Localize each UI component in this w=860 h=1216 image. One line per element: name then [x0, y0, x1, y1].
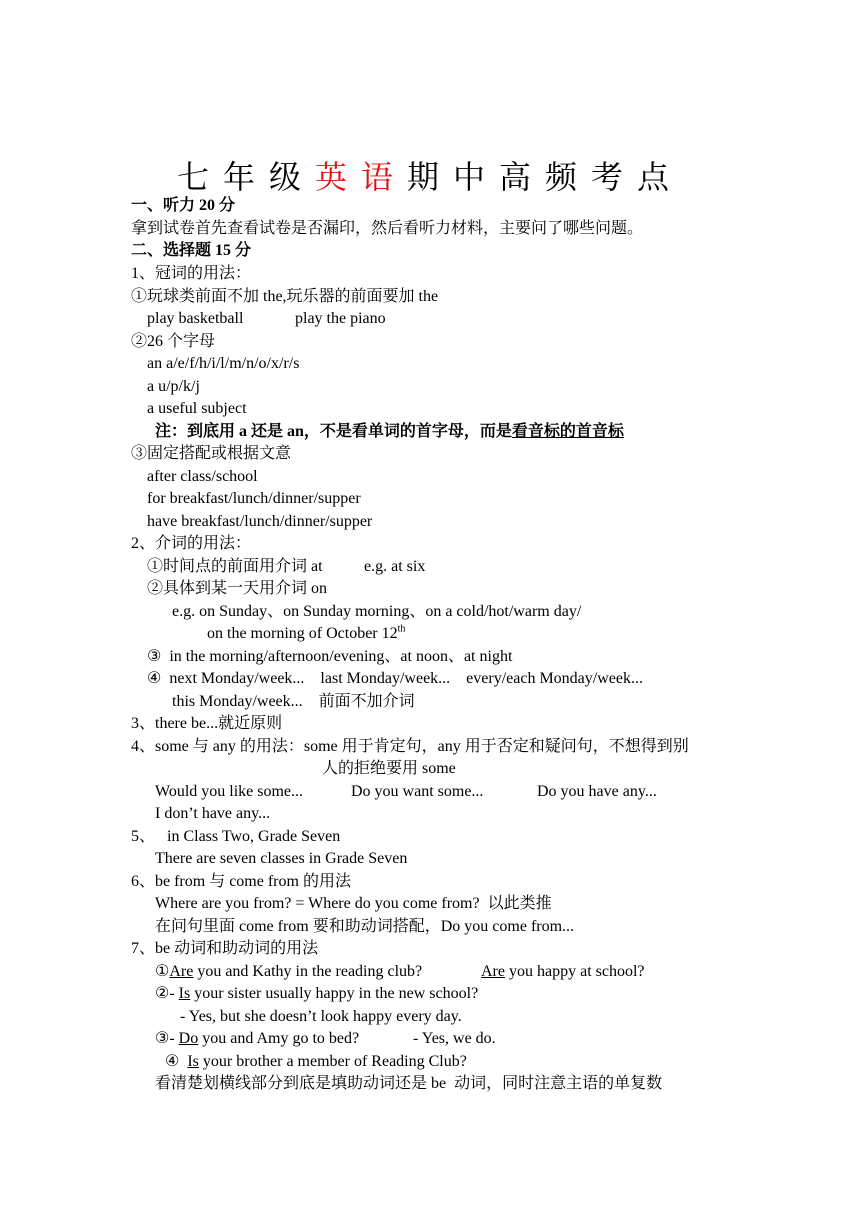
q7-l2	[155, 984, 478, 1004]
q2-d: ④ next Monday/week... last Monday/week... every/each Monday/week...	[147, 670, 643, 687]
q7-l3-num: ③-	[155, 1030, 179, 1047]
q1-c1: after class/school	[147, 468, 258, 485]
q7-l1b-blank: Are	[481, 963, 505, 980]
q1-heading: 1、冠词的用法：	[131, 265, 252, 282]
q1-b2: a u/p/k/j	[147, 378, 200, 395]
q7-l1-num: ①	[155, 963, 170, 980]
q7-l4-blank: Is	[187, 1053, 199, 1070]
section2-heading: 二、选择题 15 分	[131, 242, 252, 259]
q1-b1: an a/e/f/h/i/l/m/n/o/x/r/s	[147, 355, 300, 372]
q7-l1	[155, 962, 422, 982]
q7-l2-rest: your sister usually happy in the new school?	[190, 985, 479, 1002]
title-part3: 期中高频考点	[407, 158, 684, 196]
q4-ex3: Do you have any...	[537, 783, 657, 800]
q7-l1-blank: Are	[169, 963, 194, 980]
q2-b-ex2	[207, 624, 405, 644]
section1-heading: 一、听力 20 分	[131, 197, 236, 214]
page-title	[0, 152, 860, 198]
q7-l1b	[481, 962, 645, 982]
title-part2: 英语	[314, 158, 407, 196]
q1-b: ②26 个字母	[131, 333, 216, 350]
q7-l3	[155, 1029, 359, 1049]
q7-l4	[165, 1052, 467, 1072]
section1-text: 拿到试卷首先查看试卷是否漏印，然后看听力材料，主要问了哪些问题。	[131, 220, 644, 237]
q1-c2: for breakfast/lunch/dinner/supper	[147, 490, 361, 507]
q7-note: 看清楚划横线部分到底是填助动词还是 be 动词，同时注意主语的单复数	[155, 1075, 663, 1092]
q1-a-ex2: play the piano	[295, 310, 386, 327]
q5-text2: There are seven classes in Grade Seven	[155, 850, 408, 867]
q2-b-ex2-text: on the morning of October 12	[207, 625, 398, 642]
q7-l3-ans: - Yes, we do.	[413, 1030, 496, 1047]
q7-l2-blank: Is	[178, 985, 191, 1002]
q7-heading: 7、be 动词和助动词的用法	[131, 940, 319, 957]
q2-heading: 2、介词的用法：	[131, 535, 252, 552]
q6-heading: 6、be from 与 come from 的用法	[131, 873, 351, 890]
q4-text2: 人的拒绝要用 some	[322, 760, 456, 777]
q7-l1b-rest: you happy at school?	[504, 963, 645, 980]
q7-l2-num: ②-	[155, 985, 179, 1002]
q6-l1: Where are you from? = Where do you come from? 以此类推	[155, 895, 552, 912]
q2-a-ex: e.g. at six	[364, 558, 426, 575]
q1-c3: have breakfast/lunch/dinner/supper	[147, 513, 373, 530]
q2-b-ex1: e.g. on Sunday、on Sunday morning、on a cold/hot/warm day/	[172, 603, 582, 620]
q1-note	[155, 422, 624, 442]
q4-ex2: Do you want some...	[351, 783, 484, 800]
q7-l2b: - Yes, but she doesn’t look happy every day.	[180, 1008, 462, 1025]
q2-b: ②具体到某一天用介词 on	[147, 580, 328, 597]
q1-note-main: 注：到底用 a 还是 an，不是看单词的首字母，而是	[155, 423, 512, 440]
q4-ex1: Would you like some...	[155, 783, 304, 800]
q3-text: 3、there be...就近原则	[131, 715, 283, 732]
q4-text1: 4、some 与 any 的用法：some 用于肯定句，any 用于否定和疑问句，不想得到别	[131, 738, 689, 755]
q2-d2: this Monday/week... 前面不加介词	[172, 693, 415, 710]
q1-c: ③固定搭配或根据文意	[131, 445, 292, 462]
q5-text1: 5、 in Class Two, Grade Seven	[131, 828, 341, 845]
q2-a: ①时间点的前面用介词 at	[147, 558, 323, 575]
q4-ex4: I don’t have any...	[155, 805, 271, 822]
q7-l4-rest: your brother a member of Reading Club?	[198, 1053, 467, 1070]
q7-l3-rest: you and Amy go to bed?	[198, 1030, 360, 1047]
q7-l3-blank: Do	[178, 1030, 199, 1047]
q7-l4-num: ④	[165, 1053, 188, 1070]
q7-l1-rest: you and Kathy in the reading club?	[193, 963, 423, 980]
q2-b-ex2-sup: th	[397, 623, 406, 635]
q6-l2: 在问句里面 come from 要和助动词搭配，Do you come from...	[155, 918, 575, 935]
q2-c: ③ in the morning/afternoon/evening、at noon、at night	[147, 648, 513, 665]
title-part1: 七年级	[176, 158, 315, 196]
q1-a-ex1: play basketball	[147, 310, 244, 327]
q1-note-underlined: 看音标的首音标	[511, 423, 624, 440]
q1-b3: a useful subject	[147, 400, 247, 417]
q1-a: ①玩球类前面不加 the,玩乐器的前面要加 the	[131, 288, 439, 305]
